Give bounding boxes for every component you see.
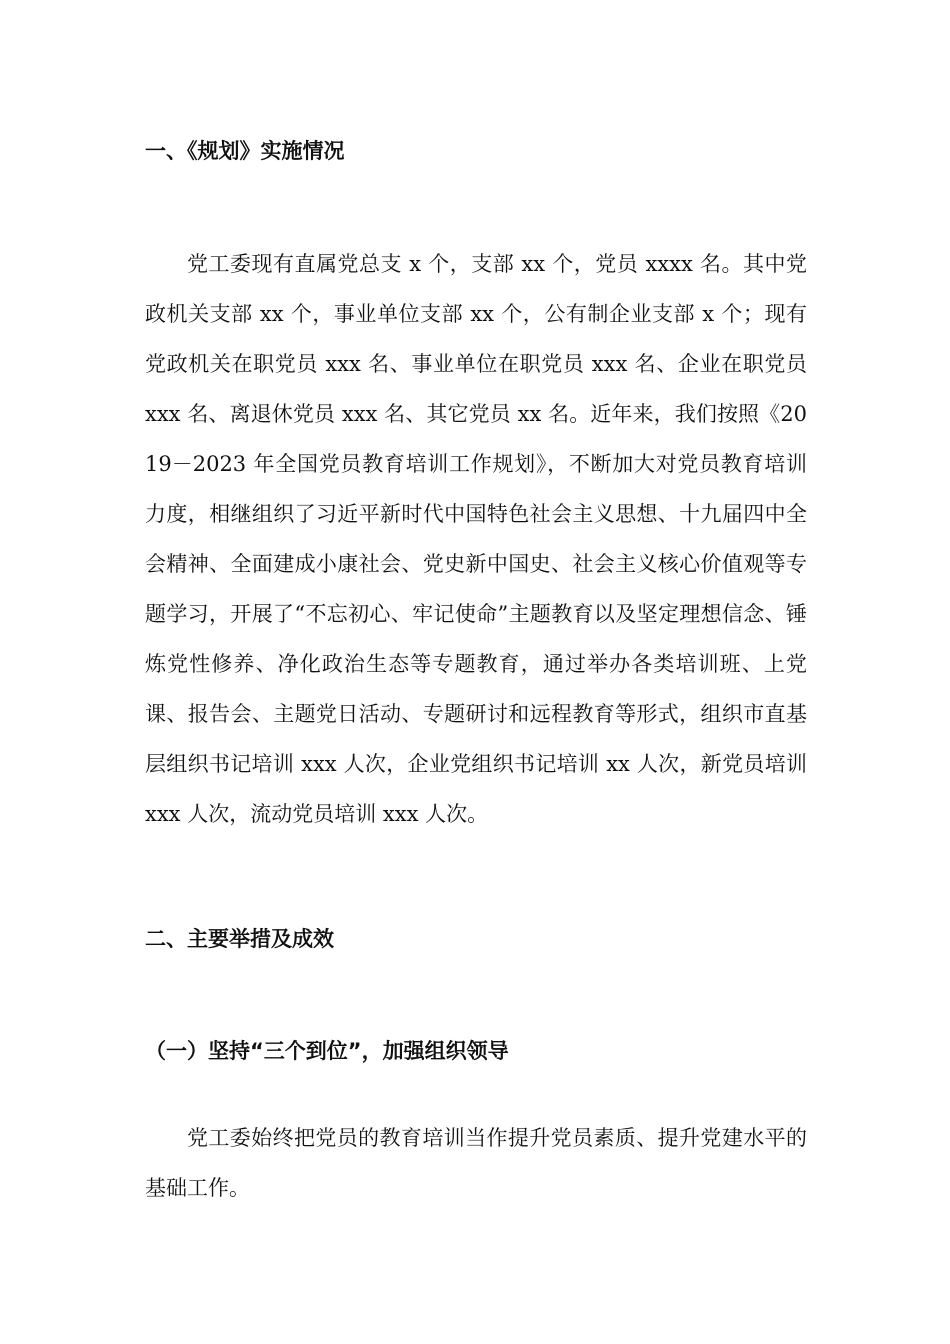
section-paragraph-1: 党工委现有直属党总支 x 个，支部 xx 个，党员 xxxx 名。其中党政机关支部 xx 个，事业单位支部 xx 个，公有制企业支部 x 个；现有党政机关在职党员 xxx 名、事业单位在职党员 xxx 名、企业在职党员 xxx 名、离退休党员 xxx 名、其它党员 xx 名。近年来，我们按照《2019－2023 年全国党员教育培训工作规划》，不断加大对党员教育培训力度，相继组织了习近平新时代中国特色社会主义思想、十九届四中全会精神、全面建成小康社会、党史新中国史、社会主义核心价值观等专题学习，开展了“不忘初心、牢记使命”主题教育以及坚定理想信念、锤炼党性修养、净化政治生态等专题教育，通过举办各类培训班、上党课、报告会、主题党日活动、专题研讨和远程教育等形式，组织市直基层组织书记培训 xxx 人次，企业党组织书记培训 xx 人次，新党员培训 xxx 人次，流动党员培训 xxx 人次。 — [145, 252, 807, 826]
section-heading-1: 一、《规划》实施情况 — [145, 139, 345, 163]
subsection-heading-1: （一）坚持“三个到位”，加强组织领导 — [145, 1039, 509, 1063]
subsection-paragraph-1: 党工委始终把党员的教育培训当作提升党员素质、提升党建水平的基础工作。 — [145, 1126, 807, 1200]
section-heading-2: 二、主要举措及成效 — [145, 927, 334, 951]
